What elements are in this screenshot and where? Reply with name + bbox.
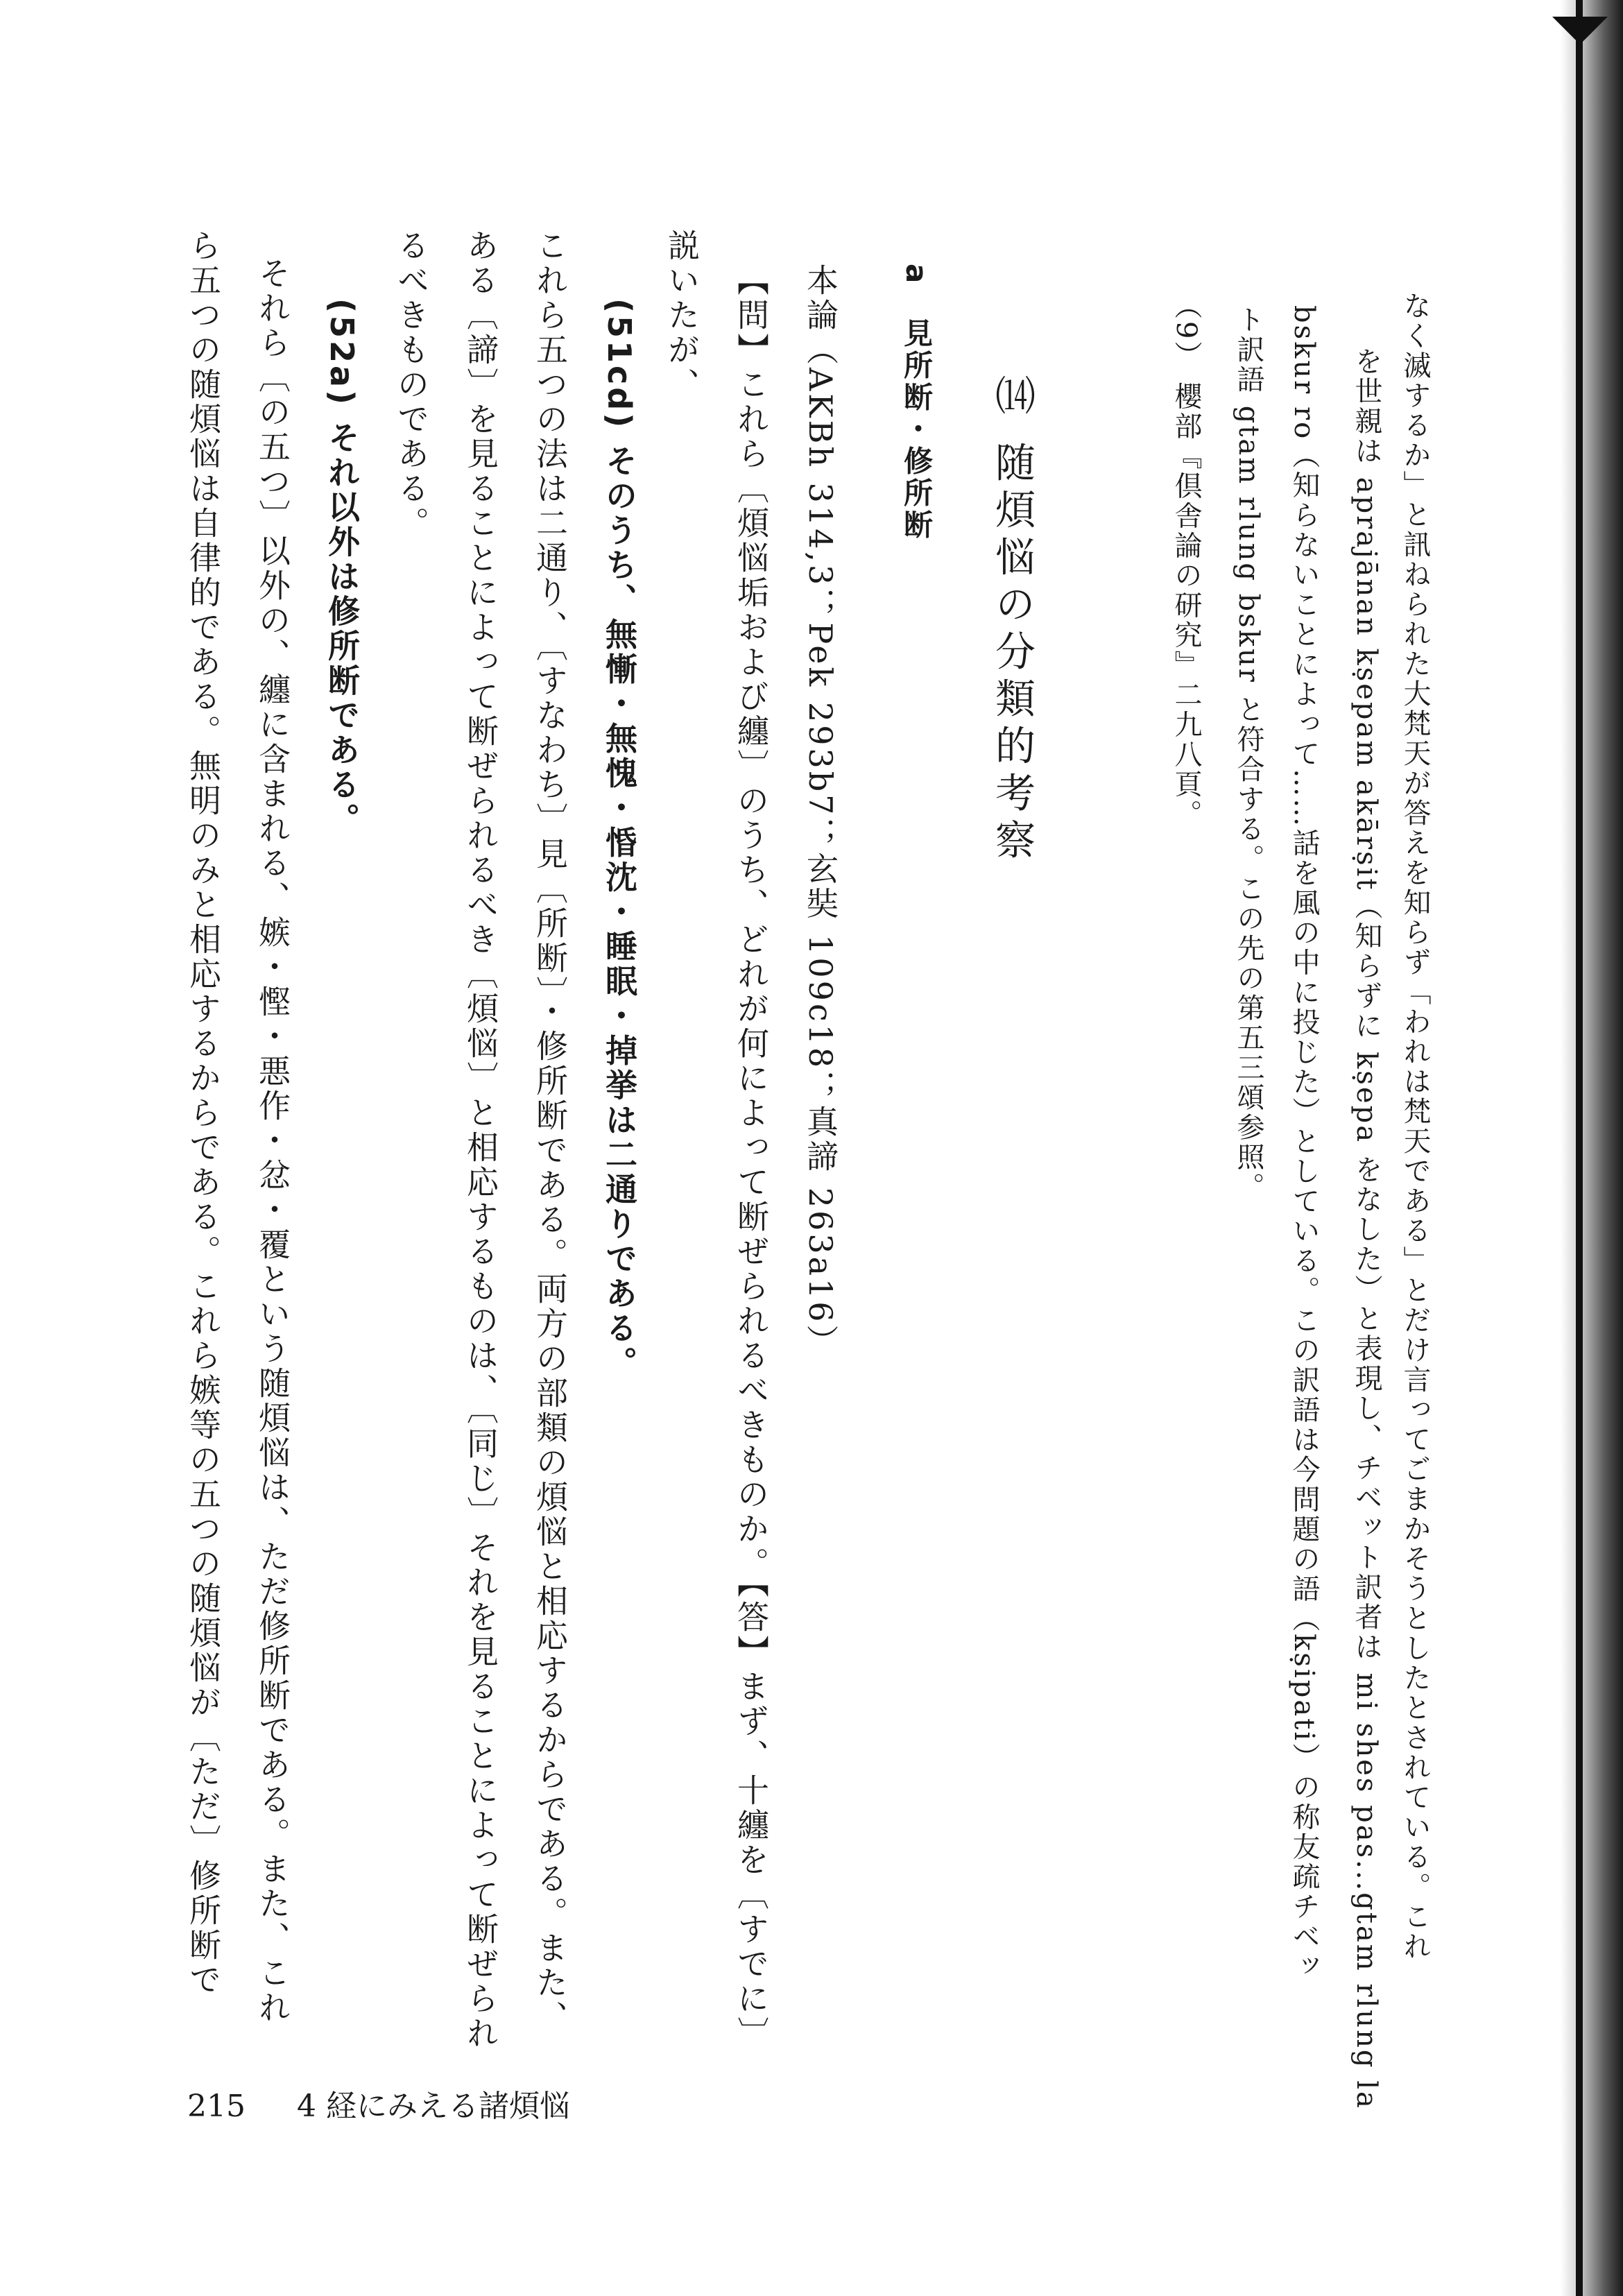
section-heading: ⒁ 随煩悩の分類的考察 xyxy=(988,375,1036,866)
source-reference: 本論（AKBh 314,3；Pek 293b7；玄奘 109c18；真諦 263a16） xyxy=(802,264,839,1360)
body-paragraph-2: ある〔諦〕を見ることによって断ぜられるべき〔煩悩〕と相応するものは、〔同じ〕それを見ることによって断ぜられ xyxy=(462,229,499,2051)
footnote-line-2: を世親は aprajānan kṣepam akārṣit（知らずに kṣepa をなした）と表現し、チベット訳者は mi shes pas...gtam rlung la xyxy=(1350,347,1382,2110)
body-paragraph-1: これら五つの法は二通り、〔すなわち〕見〔所断〕・修所断である。両方の部類の煩悩と相応するからである。また、 xyxy=(531,229,569,2035)
footnote-line-4: ト訳語 gtam rlung bskur と符合する。この先の第五三頌参照。 xyxy=(1233,305,1264,1202)
book-binding-edge xyxy=(1561,0,1623,2296)
section-subheading: a 見所断・修所断 xyxy=(900,264,934,542)
verse-51cd: (51cd) そのうち、無慚・無愧・惛沈・睡眠・掉挙は二通りである。 xyxy=(601,298,638,1381)
page-number: 215 xyxy=(187,2089,246,2124)
body-paragraph-4: それら〔の五つ〕以外の、纏に含まれる、嫉・慳・悪作・忿・覆という随煩悩は、ただ修所断である。また、これ xyxy=(254,257,291,2025)
chapter-title: 4 経にみえる諸煩悩 xyxy=(296,2089,570,2124)
verse-52a: (52a) それ以外は修所断である。 xyxy=(323,298,361,838)
footnote-line-1: なく滅するか」と訊ねられた大梵天が答えを知らず「われは梵天である」とだけ言ってごまかそうとしたとされている。これ xyxy=(1399,291,1431,1962)
footnote-line-3: bskur ro（知らないことによって……話を風の中に投じた）としている。この訳語は今問題の語（kṣipati）の称友疏チベッ xyxy=(1288,305,1320,1982)
body-paragraph-5: ら五つの随煩悩は自律的である。無明のみと相応するからである。これら嫉等の五つの随煩悩が〔ただ〕修所断で xyxy=(184,229,222,1998)
body-paragraph-3: るべきものである。 xyxy=(393,229,430,541)
question-paragraph-cont: 説いたが、 xyxy=(663,229,701,402)
footnote-line-5: （9） 櫻部『倶舎論の研究』二九八頁。 xyxy=(1170,291,1202,830)
page-footer xyxy=(187,2081,612,2125)
binding-line xyxy=(1576,0,1583,2296)
question-paragraph: 【問】これら〔煩悩垢および纏〕のうち、どれが何によって断ぜられるべきものか。【答】まず、十纏を〔すでに〕 xyxy=(732,264,770,2051)
